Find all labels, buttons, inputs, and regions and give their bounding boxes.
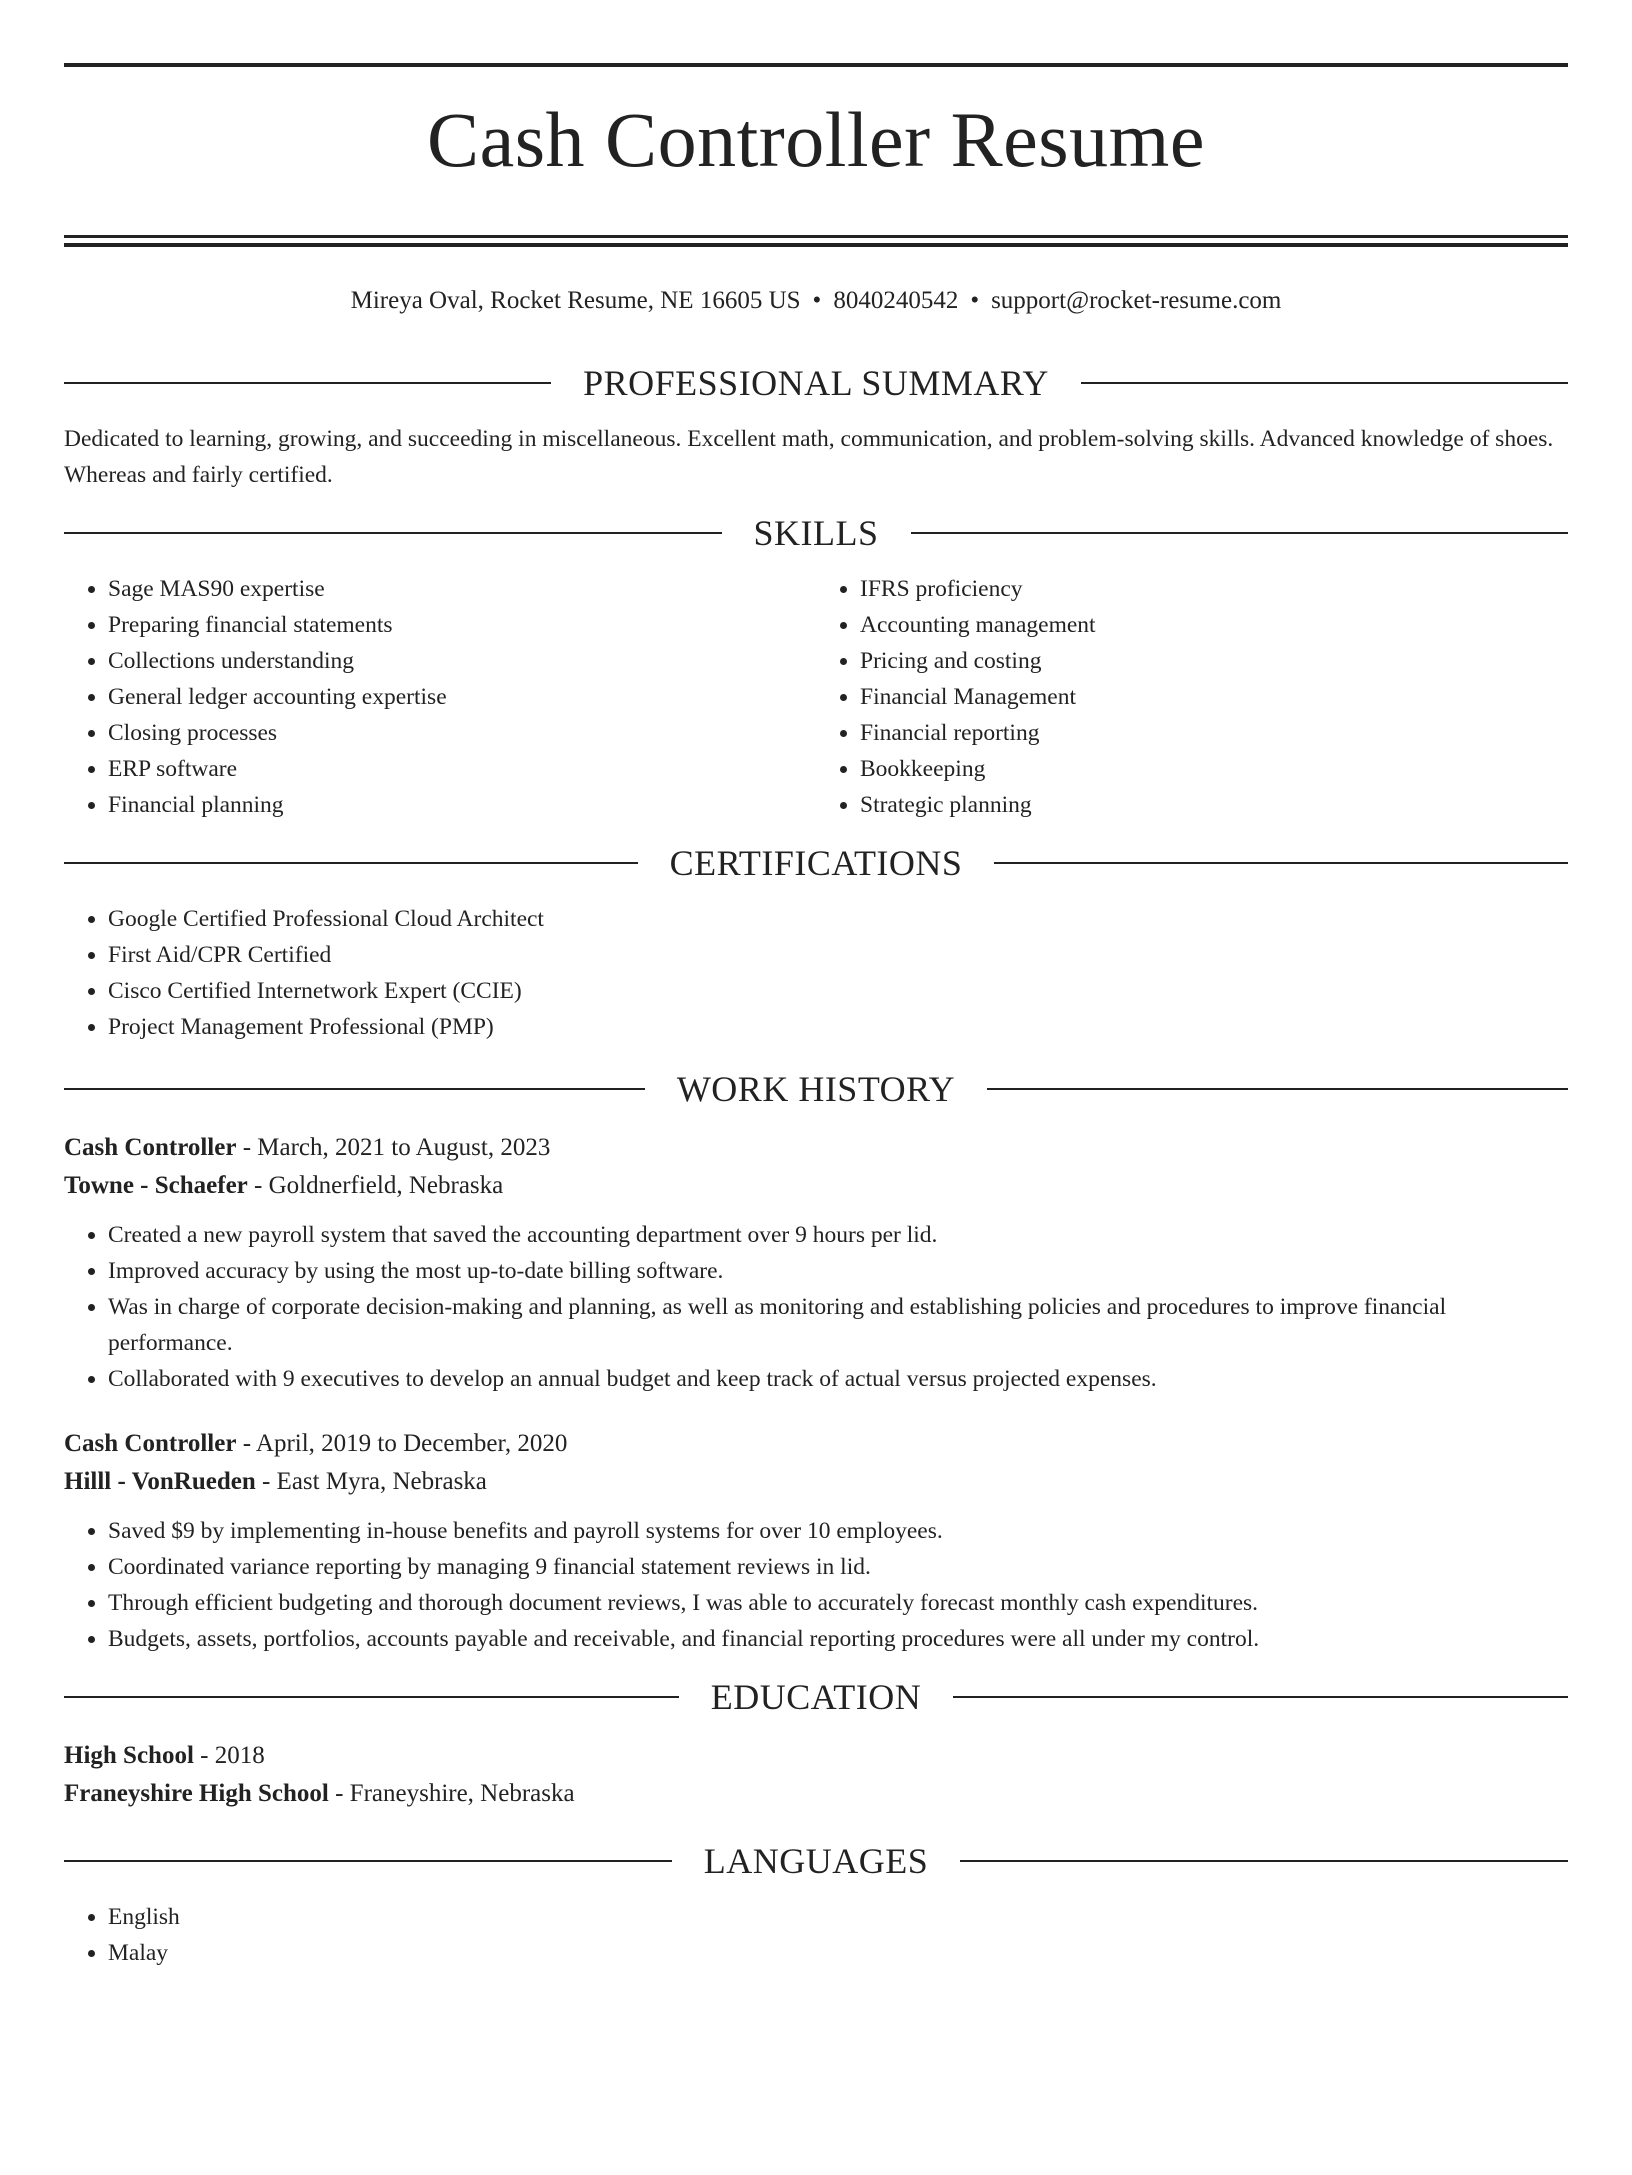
job-bullet: • Through efficient budgeting and thorough document reviews, I was able to accurately forecast monthly cash expenditures. xyxy=(108,1585,1568,1621)
skill-item: • ERP software xyxy=(108,751,816,787)
heading-rule xyxy=(64,862,638,864)
job-role: Cash Controller xyxy=(64,1430,237,1457)
work-entry xyxy=(64,1129,1568,1397)
job-title-line xyxy=(64,1425,1568,1463)
job-bullet: • Coordinated variance reporting by managing 9 financial statement reviews in lid. xyxy=(108,1549,1568,1585)
job-company-line xyxy=(64,1463,1568,1501)
job-location: - Goldnerfield, Nebraska xyxy=(247,1172,504,1199)
education-degree-line xyxy=(64,1737,1568,1775)
section-label: SKILLS xyxy=(753,513,879,553)
certification-item: • Cisco Certified Internetwork Expert (CCIE) xyxy=(108,973,1568,1009)
contact-line xyxy=(64,283,1568,319)
job-title-line xyxy=(64,1129,1568,1167)
skill-item: • Sage MAS90 expertise xyxy=(108,571,816,607)
languages-list xyxy=(64,1899,1568,1971)
contact-address: Mireya Oval, Rocket Resume, NE 16605 US xyxy=(350,287,801,314)
job-bullet: • Saved $9 by implementing in-house benefits and payroll systems for over 10 employees. xyxy=(108,1513,1568,1549)
skill-item: • Accounting management xyxy=(860,607,1568,643)
job-bullet: • Budgets, assets, portfolios, accounts payable and receivable, and financial reporting procedures were all under my control. xyxy=(108,1621,1568,1657)
section-heading-work xyxy=(64,1063,1568,1115)
section-heading-education xyxy=(64,1671,1568,1723)
contact-email: support@rocket-resume.com xyxy=(991,287,1282,314)
education-year: - 2018 xyxy=(193,1742,265,1769)
heading-rule xyxy=(64,1088,645,1090)
heading-rule xyxy=(994,862,1568,864)
heading-rule xyxy=(953,1696,1568,1698)
education-degree: High School xyxy=(64,1742,194,1769)
resume-title: Cash Controller Resume xyxy=(427,96,1205,183)
skills-list xyxy=(64,571,1568,823)
skill-item: • Pricing and costing xyxy=(860,643,1568,679)
section-heading-certifications xyxy=(64,837,1568,889)
job-bullet: • Created a new payroll system that saved the accounting department over 9 hours per lid. xyxy=(108,1217,1568,1253)
skill-item: • Bookkeeping xyxy=(860,751,1568,787)
skill-item: • Financial planning xyxy=(108,787,816,823)
job-location: - East Myra, Nebraska xyxy=(255,1468,487,1495)
certification-item: • Project Management Professional (PMP) xyxy=(108,1009,1568,1045)
job-company: Hilll - VonRueden xyxy=(64,1468,256,1495)
skill-item: • IFRS proficiency xyxy=(860,571,1568,607)
job-dates: - April, 2019 to December, 2020 xyxy=(236,1430,568,1457)
section-heading-languages xyxy=(64,1835,1568,1887)
job-company-line xyxy=(64,1167,1568,1205)
section-label: PROFESSIONAL SUMMARY xyxy=(583,363,1049,403)
heading-rule xyxy=(64,532,722,534)
heading-rule xyxy=(64,1696,679,1698)
section-label: WORK HISTORY xyxy=(676,1069,956,1109)
contact-separator: • xyxy=(812,287,822,314)
section-heading-skills xyxy=(64,507,1568,559)
resume-page xyxy=(0,63,1632,2175)
job-bullets xyxy=(64,1217,1568,1397)
heading-rule xyxy=(960,1860,1568,1862)
education-school: Franeyshire High School xyxy=(64,1780,329,1807)
section-label: LANGUAGES xyxy=(703,1841,929,1881)
title-double-rule xyxy=(64,235,1568,247)
top-rule xyxy=(64,63,1568,67)
certification-item: • Google Certified Professional Cloud Architect xyxy=(108,901,1568,937)
language-item: • English xyxy=(108,1899,1568,1935)
certifications-list xyxy=(64,901,1568,1045)
contact-separator: • xyxy=(970,287,980,314)
job-dates: - March, 2021 to August, 2023 xyxy=(236,1134,551,1161)
skill-item: • Strategic planning xyxy=(860,787,1568,823)
section-label: EDUCATION xyxy=(710,1677,922,1717)
skill-item: • General ledger accounting expertise xyxy=(108,679,816,715)
contact-phone: 8040240542 xyxy=(833,287,959,314)
education-school-line xyxy=(64,1775,1568,1813)
skills-column-left xyxy=(64,571,816,823)
job-role: Cash Controller xyxy=(64,1134,237,1161)
heading-rule xyxy=(64,382,551,384)
work-entry xyxy=(64,1425,1568,1657)
job-company: Towne - Schaefer xyxy=(64,1172,248,1199)
education-entry xyxy=(64,1737,1568,1813)
section-heading-summary xyxy=(64,357,1568,409)
skill-item: • Financial reporting xyxy=(860,715,1568,751)
job-bullets xyxy=(64,1513,1568,1657)
education-location: - Franeyshire, Nebraska xyxy=(328,1780,575,1807)
skill-item: • Collections understanding xyxy=(108,643,816,679)
skill-item: • Preparing financial statements xyxy=(108,607,816,643)
heading-rule xyxy=(1081,382,1568,384)
certification-item: • First Aid/CPR Certified xyxy=(108,937,1568,973)
summary-text: Dedicated to learning, growing, and succeeding in miscellaneous. Excellent math, communication, and problem-solving skills. Advanced knowledge of shoes. Whereas and fairly certified. xyxy=(64,426,1554,488)
job-bullet: • Collaborated with 9 executives to develop an annual budget and keep track of actual versus projected expenses. xyxy=(108,1361,1568,1397)
skill-item: • Closing processes xyxy=(108,715,816,751)
job-bullet: • Was in charge of corporate decision-making and planning, as well as monitoring and establishing policies and procedures to improve financial performance. xyxy=(108,1289,1568,1361)
section-label: CERTIFICATIONS xyxy=(669,843,963,883)
heading-rule xyxy=(987,1088,1568,1090)
skills-column-right xyxy=(816,571,1568,823)
heading-rule xyxy=(64,1860,672,1862)
heading-rule xyxy=(911,532,1569,534)
language-item: • Malay xyxy=(108,1935,1568,1971)
skill-item: • Financial Management xyxy=(860,679,1568,715)
job-bullet: • Improved accuracy by using the most up-to-date billing software. xyxy=(108,1253,1568,1289)
